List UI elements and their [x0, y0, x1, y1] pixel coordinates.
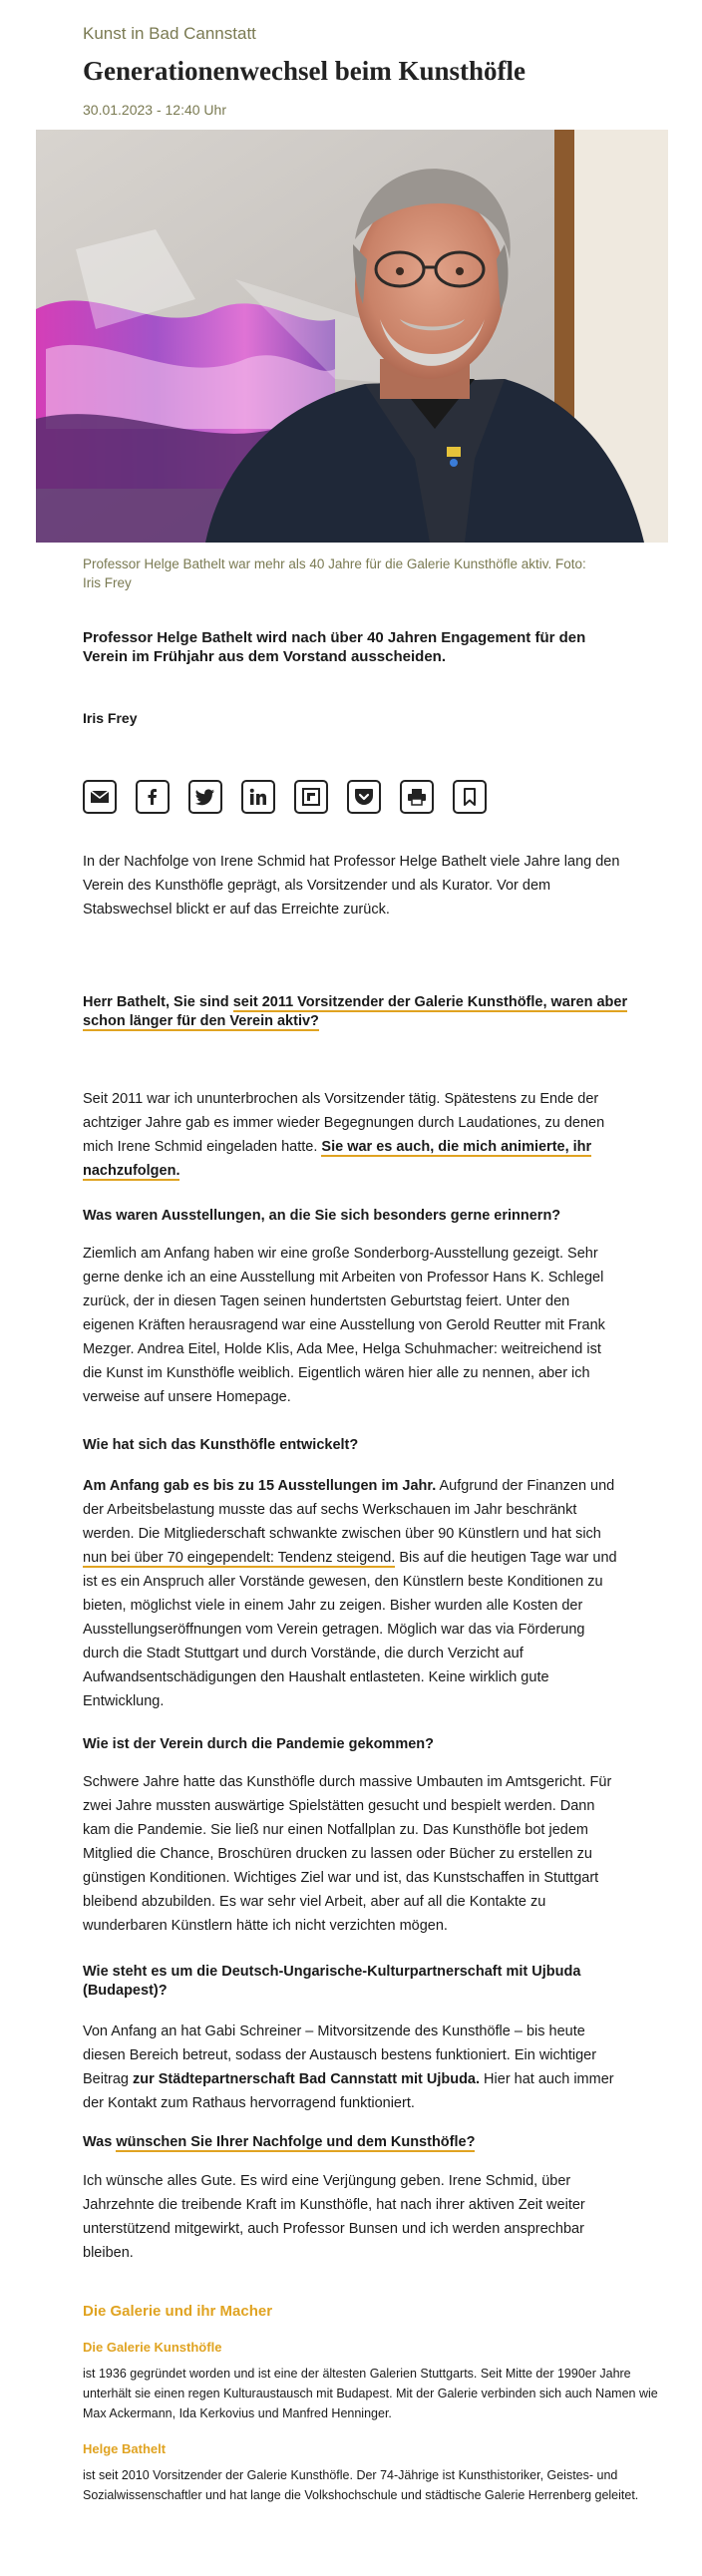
question-4: Wie ist der Verein durch die Pandemie gekommen? [83, 1736, 435, 1752]
infobox-title: Die Galerie und ihr Macher [83, 2303, 273, 2320]
portrait-photo [36, 130, 668, 543]
answer-5: Von Anfang an hat Gabi Schreiner – Mitvorsitzende des Kunsthöfle – bis heute diesen Bereich betreut, sodass der Austausch bestens funktioniert. Ein wichtiger Beitrag zur Städtepartnerschaft Bad Cannstatt mit Ujbuda. Hier hat auch immer der Kontakt zum Rathaus hervorragend funktioniert. [83, 2024, 614, 2111]
article-kicker: Kunst in Bad Cannstatt [83, 24, 256, 43]
facebook-icon[interactable] [136, 780, 170, 814]
article-title: Generationenwechsel beim Kunsthöfle [83, 56, 526, 86]
share-bar [83, 780, 506, 820]
mail-icon[interactable] [83, 780, 117, 814]
infobox-text-gallery: ist 1936 gegründet worden und ist eine der ältesten Galerien Stuttgarts. Seit Mitte der 1990er Jahre unterhält sie einen regen Kulturaustausch mit Budapest. Mit der Galerie verbinden sich auch Namen wie Max Ackermann, Ida Kerkovius und Manfred Henninger. [83, 2367, 658, 2420]
article-intro: In der Nachfolge von Irene Schmid hat Professor Helge Bathelt viele Jahre lang den Verein des Kunsthöfle geprägt, als Vorsitzender und als Kurator. Vor dem Stabswechsel blickt er auf das Erreichte zurück. [83, 854, 620, 918]
question-3: Wie hat sich das Kunsthöfle entwickelt? [83, 1437, 359, 1453]
article-author: Iris Frey [83, 710, 138, 726]
answer-2: Ziemlich am Anfang haben wir eine große Sonderborg-Ausstellung gezeigt. Sehr gerne denke ich an eine Ausstellung mit Arbeiten von Professor Hans K. Schlegel zurück, der in diesen Tagen seinen hundertsten Geburtstag feiert. Unter den eigenen Kräften herausragend war eine Ausstellung von Gerold Reutter mit Frank Mezger. Andrea Eitel, Holde Klis, Ada Mee, Helga Schuhmacher: weitreichend ist die Kunst im Kunsthöfle weiblich. Eigentlich wären hier alle zu nennen, aber ich verweise auf unsere Homepage. [83, 1246, 605, 1405]
bookmark-icon[interactable] [453, 780, 487, 814]
answer-6: Ich wünsche alles Gute. Es wird eine Verjüngung geben. Irene Schmid, über Jahrzehnte die treibende Kraft im Kunsthöfle, hat nach ihrer aktiven Zeit weiter unterstützend mitgewirkt, auch Professor Bunsen und ich werden ansprechbar bleiben. [83, 2173, 585, 2261]
linkedin-icon[interactable] [241, 780, 275, 814]
infobox-subtitle-person: Helge Bathelt [83, 2441, 167, 2456]
hero-image [36, 130, 668, 543]
twitter-icon[interactable] [188, 780, 222, 814]
answer-3: Am Anfang gab es bis zu 15 Ausstellungen im Jahr. Aufgrund der Finanzen und der Arbeitsbelastung musste das auf sechs Werkschauen im Jahr beschränkt werden. Die Mitgliederschaft schwankte zwischen über 90 Künstlern und hat sich nun bei über 70 eingependelt: Tendenz steigend. Bis auf die heutigen Tage war und ist es ein Anspruch aller Vorstände gewesen, den Künstlern beste Konditionen zu bieten, möglichst viele in einem Jahr zu zeigen. Bisher wurden alle Kosten der Ausstellungseröffnungen vom Verein getragen. Möglich war das via Förderung durch die Stadt Stuttgart und durch Vorstände, die durch Verzicht auf Aufwandsentschädigungen den Haushalt entlasteten. Keine wirklich gute Entwicklung. [83, 1478, 617, 1709]
question-1: Herr Bathelt, Sie sind seit 2011 Vorsitzender der Galerie Kunsthöfle, waren aber schon länger für den Verein aktiv? [83, 994, 628, 1029]
infobox-text-person: ist seit 2010 Vorsitzender der Galerie Kunsthöfle. Der 74-Jährige ist Kunsthistoriker, Geistes- und Sozialwissenschaftler und hat lange die Volkshochschule und städtische Galerie Herrenberg geleitet. [83, 2468, 639, 2502]
answer-1: Seit 2011 war ich ununterbrochen als Vorsitzender tätig. Spätestens zu Ende der achtziger Jahre gab es immer wieder Begegnungen durch Laudationes, zu denen mich Irene Schmid eingeladen hatte. Sie war es auch, die mich animierte, ihr nachzufolgen. [83, 1091, 605, 1179]
pocket-icon[interactable] [347, 780, 381, 814]
article-lead: Professor Helge Bathelt wird nach über 40 Jahren Engagement für den Verein im Frühjahr aus dem Vorstand ausscheiden. [83, 629, 586, 665]
highlight: Sie war es auch, die mich animierte, ihr nachzufolgen. [83, 1139, 592, 1179]
question-6: Was wünschen Sie Ihrer Nachfolge und dem Kunsthöfle? [83, 2134, 476, 2150]
print-icon[interactable] [400, 780, 434, 814]
highlight: nun bei über 70 eingependelt: Tendenz steigend. [83, 1550, 396, 1566]
answer-4: Schwere Jahre hatte das Kunsthöfle durch massive Umbauten im Amtsgericht. Für zwei Jahre mussten auswärtige Spielstätten gesucht und bespielt werden. Dann kam die Pandemie. Sie ließ nur einen Notfallplan zu. Das Kunsthöfle bot jedem Mitglied die Chance, Broschüren drucken zu lassen oder Bücher zu erstellen zu günstigen Konditionen. Wichtiges Ziel war und ist, das Kunstschaffen in Stuttgart bleibend abzubilden. Es war sehr viel Arbeit, aber auf all die Kontakte zu wunderbaren Künstlern hätte ich nicht verzichten mögen. [83, 1774, 612, 1934]
flipboard-icon[interactable] [294, 780, 328, 814]
image-caption: Professor Helge Bathelt war mehr als 40 Jahre für die Galerie Kunsthöfle aktiv. Foto: Iris Frey [83, 556, 586, 590]
article-date: 30.01.2023 - 12:40 Uhr [83, 102, 226, 118]
infobox-subtitle-gallery: Die Galerie Kunsthöfle [83, 2340, 222, 2355]
question-5: Wie steht es um die Deutsch-Ungarische-Kulturpartnerschaft mit Ujbuda (Budapest)? [83, 1964, 581, 1999]
question-2: Was waren Ausstellungen, an die Sie sich besonders gerne erinnern? [83, 1208, 561, 1224]
highlight: seit 2011 Vorsitzender der Galerie Kunsthöfle, waren aber schon länger für den Verein aktiv? [83, 994, 628, 1029]
highlight: wünschen Sie Ihrer Nachfolge und dem Kunsthöfle? [116, 2134, 476, 2150]
